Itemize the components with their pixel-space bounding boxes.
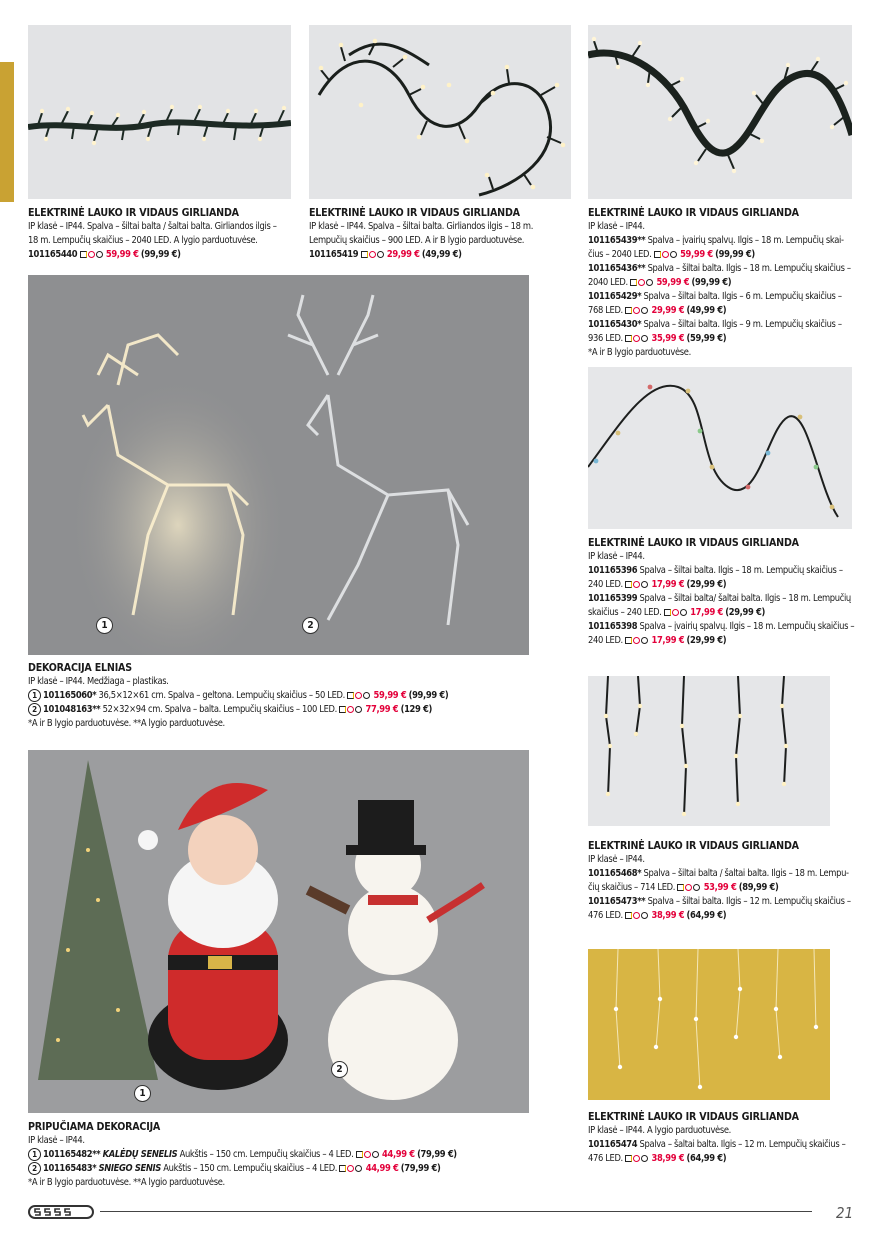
- no-sign-icon: [633, 912, 640, 919]
- variant-number: 2: [28, 703, 41, 716]
- variant-number: 1: [28, 1148, 41, 1161]
- old-price: (49,99 €): [421, 249, 462, 260]
- variant-number: 2: [28, 1162, 41, 1175]
- product-title: ELEKTRINĖ LAUKO IR VIDAUS GIRLIANDA: [588, 1111, 799, 1123]
- variant-desc: 936 LED.: [588, 333, 623, 344]
- variant-desc: Spalva – šiltai balta. Ilgis – 6 m. Lempučių skaičius –: [641, 291, 842, 302]
- product-intro: IP klasė – IP44.: [588, 854, 645, 865]
- info-icon: [641, 637, 648, 644]
- energy-label-icon: [356, 1151, 363, 1158]
- garland-photo-1: [28, 25, 291, 199]
- info-icon: [646, 279, 653, 286]
- no-sign-icon: [633, 307, 640, 314]
- availability-note: *A ir B lygio parduotuvėse.: [588, 347, 691, 358]
- garland-photo-3: [588, 25, 852, 199]
- no-sign-icon: [685, 884, 692, 891]
- badge-2: 2: [302, 617, 319, 634]
- price: 29,99 €: [386, 249, 420, 260]
- price: 44,99 €: [365, 1163, 399, 1174]
- info-icon: [363, 692, 370, 699]
- energy-label-icon: [654, 251, 661, 258]
- info-icon: [96, 251, 103, 258]
- inflatables-photo: [28, 750, 529, 1113]
- product-code: 101165483*: [43, 1163, 97, 1174]
- old-price: (49,99 €): [686, 305, 727, 316]
- product-name: SNIEGO SENIS: [98, 1163, 161, 1174]
- energy-label-icon: [361, 251, 368, 258]
- variant-desc: 476 LED.: [588, 910, 623, 921]
- price: 44,99 €: [382, 1149, 415, 1160]
- variant-desc: skaičius – 240 LED.: [588, 607, 662, 618]
- old-price: (79,99 €): [417, 1149, 457, 1160]
- product-code: 101165436**: [588, 263, 646, 274]
- no-sign-icon: [369, 251, 376, 258]
- garland-photo-6: [588, 949, 830, 1100]
- energy-label-icon: [625, 581, 632, 588]
- variant-desc: čių skaičius – 714 LED.: [588, 882, 676, 893]
- no-sign-icon: [355, 692, 362, 699]
- energy-label-icon: [625, 637, 632, 644]
- variant-number: 1: [28, 689, 41, 702]
- product-g1: [28, 206, 296, 262]
- product-code: 101165398: [588, 621, 638, 632]
- price: 59,99 €: [373, 690, 407, 701]
- price: 59,99 €: [656, 277, 690, 288]
- energy-label-icon: [625, 1155, 632, 1162]
- energy-label-icon: [80, 251, 87, 258]
- variant-desc: Spalva – šaltai balta. Ilgis – 12 m. Lempučių skaičius –: [637, 1139, 846, 1150]
- info-icon: [670, 251, 677, 258]
- old-price: (64,99 €): [686, 910, 727, 921]
- product-code: 101165439**: [588, 235, 646, 246]
- old-price: (99,99 €): [691, 277, 732, 288]
- product-intro: IP klasė – IP44. A lygio parduotuvėse.: [588, 1125, 731, 1136]
- price: 38,99 €: [651, 1153, 685, 1164]
- product-intro: IP klasė – IP44.: [28, 1135, 85, 1146]
- energy-label-icon: [625, 335, 632, 342]
- product-title: ELEKTRINĖ LAUKO IR VIDAUS GIRLIANDA: [28, 207, 239, 219]
- no-sign-icon: [347, 1165, 354, 1172]
- energy-label-icon: [664, 609, 671, 616]
- product-g2: [309, 206, 577, 262]
- price: 53,99 €: [703, 882, 737, 893]
- no-sign-icon: [88, 251, 95, 258]
- availability-note: *A ir B lygio parduotuvėse. **A lygio parduotuvėse.: [28, 1177, 225, 1188]
- energy-label-icon: [339, 706, 346, 713]
- info-icon: [355, 706, 362, 713]
- product-g3: [588, 206, 856, 360]
- product-title: ELEKTRINĖ LAUKO IR VIDAUS GIRLIANDA: [588, 840, 799, 852]
- product-deer: [28, 661, 538, 731]
- info-icon: [693, 884, 700, 891]
- reindeer-photo: [28, 275, 529, 655]
- product-intro: IP klasė – IP44. Medžiaga – plastikas.: [28, 676, 169, 687]
- no-sign-icon: [633, 335, 640, 342]
- product-intro: IP klasė – IP44.: [588, 221, 645, 232]
- product-code: 101165429*: [588, 291, 642, 302]
- energy-label-icon: [677, 884, 684, 891]
- garland-photo-5: [588, 676, 830, 826]
- product-code: 101165474: [588, 1139, 638, 1150]
- info-icon: [680, 609, 687, 616]
- badge-2: 2: [331, 1061, 348, 1078]
- info-icon: [377, 251, 384, 258]
- variant-desc: Aukštis – 150 cm. Lempučių skaičius – 4 LED.: [160, 1163, 338, 1174]
- variant-desc: Spalva – įvairių spalvų. Ilgis – 18 m. Lempučių skai-: [645, 235, 844, 246]
- old-price: (99,99 €): [715, 249, 755, 260]
- info-icon: [641, 335, 648, 342]
- price: 35,99 €: [651, 333, 685, 344]
- old-price: (99,99 €): [140, 249, 181, 260]
- product-g5: [588, 839, 856, 923]
- footer-divider: [100, 1211, 812, 1212]
- variant-desc: Spalva – šiltai balta / šaltai balta. Ilgis – 18 m. Lempu-: [641, 868, 849, 879]
- old-price: (29,99 €): [725, 607, 765, 618]
- variant-desc: Spalva – įvairių spalvų. Ilgis – 18 m. Lempučių skaičius –: [637, 621, 855, 632]
- product-title: ELEKTRINĖ LAUKO IR VIDAUS GIRLIANDA: [309, 207, 520, 219]
- product-code: 101165060*: [43, 690, 97, 701]
- old-price: (29,99 €): [686, 635, 727, 646]
- info-icon: [641, 307, 648, 314]
- old-price: (29,99 €): [686, 579, 727, 590]
- variant-desc: čius – 2040 LED.: [588, 249, 652, 260]
- product-desc: 18 m. Lempučių skaičius – 2040 LED. A lygio parduotuvėse.: [28, 235, 258, 246]
- product-code: 101165482**: [43, 1149, 101, 1160]
- price: 17,99 €: [651, 635, 685, 646]
- info-icon: [372, 1151, 379, 1158]
- variant-desc: 768 LED.: [588, 305, 623, 316]
- product-code: 101165473**: [588, 896, 646, 907]
- product-code: 101165430*: [588, 319, 642, 330]
- variant-desc: Aukštis – 150 cm. Lempučių skaičius – 4 LED.: [177, 1149, 354, 1160]
- variant-desc: Spalva – šiltai balta. Ilgis – 18 m. Lempučių skaičius –: [645, 263, 851, 274]
- product-g6: [588, 1110, 856, 1166]
- product-price-line: [28, 248, 296, 262]
- info-icon: [641, 912, 648, 919]
- no-sign-icon: [672, 609, 679, 616]
- badge-1: 1: [134, 1085, 151, 1102]
- product-title: ELEKTRINĖ LAUKO IR VIDAUS GIRLIANDA: [588, 207, 799, 219]
- old-price: (59,99 €): [686, 333, 727, 344]
- product-code: 101165440: [28, 249, 78, 260]
- gold-side-tab: [0, 62, 14, 202]
- variant-desc: Spalva – šiltai balta. Ilgis – 9 m. Lempučių skaičius –: [641, 319, 842, 330]
- no-sign-icon: [364, 1151, 371, 1158]
- garland-photo-2: [309, 25, 571, 199]
- variant-desc: 52×32×94 cm. Spalva – balta. Lempučių skaičius – 100 LED.: [100, 704, 337, 715]
- product-title: PRIPUČIAMA DEKORACIJA: [28, 1121, 161, 1133]
- variant-desc: Spalva – šiltai balta. Ilgis – 18 m. Lempučių skaičius –: [637, 565, 843, 576]
- price: 59,99 €: [105, 249, 139, 260]
- old-price: (64,99 €): [686, 1153, 727, 1164]
- price: 17,99 €: [690, 607, 723, 618]
- product-price-line: [309, 248, 577, 262]
- no-sign-icon: [633, 637, 640, 644]
- price: 29,99 €: [651, 305, 685, 316]
- product-desc: Lempučių skaičius – 900 LED. A ir B lygio parduotuvėse.: [309, 235, 525, 246]
- product-g4: [588, 536, 856, 648]
- product-desc: IP klasė – IP44. Spalva – šiltai balta / šaltai balta. Girliandos ilgis –: [28, 221, 277, 232]
- product-code: 101165396: [588, 565, 638, 576]
- variant-desc: Spalva – šiltai balta/ šaltai balta. Ilgis – 18 m. Lempučių: [637, 593, 851, 604]
- variant-desc: 2040 LED.: [588, 277, 628, 288]
- price: 38,99 €: [651, 910, 685, 921]
- variant-desc: 240 LED.: [588, 635, 623, 646]
- energy-label-icon: [347, 692, 354, 699]
- product-code: 101165468*: [588, 868, 642, 879]
- badge-1: 1: [96, 617, 113, 634]
- energy-label-icon: [625, 912, 632, 919]
- product-name: KALĖDŲ SENELIS: [102, 1149, 178, 1160]
- no-sign-icon: [638, 279, 645, 286]
- product-code: 101165419: [309, 249, 359, 260]
- price: 17,99 €: [651, 579, 685, 590]
- variant-desc: 476 LED.: [588, 1153, 623, 1164]
- variant-desc: 36,5×12×61 cm. Spalva – geltona. Lempučių skaičius – 50 LED.: [96, 690, 345, 701]
- energy-label-icon: [630, 279, 637, 286]
- product-intro: IP klasė – IP44.: [588, 551, 645, 562]
- info-icon: [355, 1165, 362, 1172]
- product-title: ELEKTRINĖ LAUKO IR VIDAUS GIRLIANDA: [588, 537, 799, 549]
- variant-desc: 240 LED.: [588, 579, 623, 590]
- availability-note: *A ir B lygio parduotuvėse. **A lygio parduotuvėse.: [28, 718, 225, 729]
- old-price: (129 €): [400, 704, 432, 715]
- no-sign-icon: [662, 251, 669, 258]
- product-desc: IP klasė – IP44. Spalva – šiltai balta. Girliandos ilgis – 18 m.: [309, 221, 534, 232]
- senukai-logo: [28, 1204, 94, 1220]
- price: 77,99 €: [365, 704, 399, 715]
- info-icon: [641, 1155, 648, 1162]
- no-sign-icon: [633, 1155, 640, 1162]
- old-price: (99,99 €): [408, 690, 449, 701]
- info-icon: [641, 581, 648, 588]
- old-price: (89,99 €): [738, 882, 779, 893]
- garland-photo-4: [588, 367, 852, 529]
- price: 59,99 €: [680, 249, 713, 260]
- product-code: 101048163**: [43, 704, 101, 715]
- variant-desc: Spalva – šiltai balta. Ilgis – 12 m. Lempučių skaičius –: [645, 896, 851, 907]
- old-price: (79,99 €): [400, 1163, 441, 1174]
- product-code: 101165399: [588, 593, 638, 604]
- no-sign-icon: [347, 706, 354, 713]
- product-inflatables: [28, 1120, 538, 1190]
- no-sign-icon: [633, 581, 640, 588]
- energy-label-icon: [625, 307, 632, 314]
- page-number: 21: [836, 1204, 854, 1222]
- product-title: DEKORACIJA ELNIAS: [28, 662, 132, 674]
- energy-label-icon: [339, 1165, 346, 1172]
